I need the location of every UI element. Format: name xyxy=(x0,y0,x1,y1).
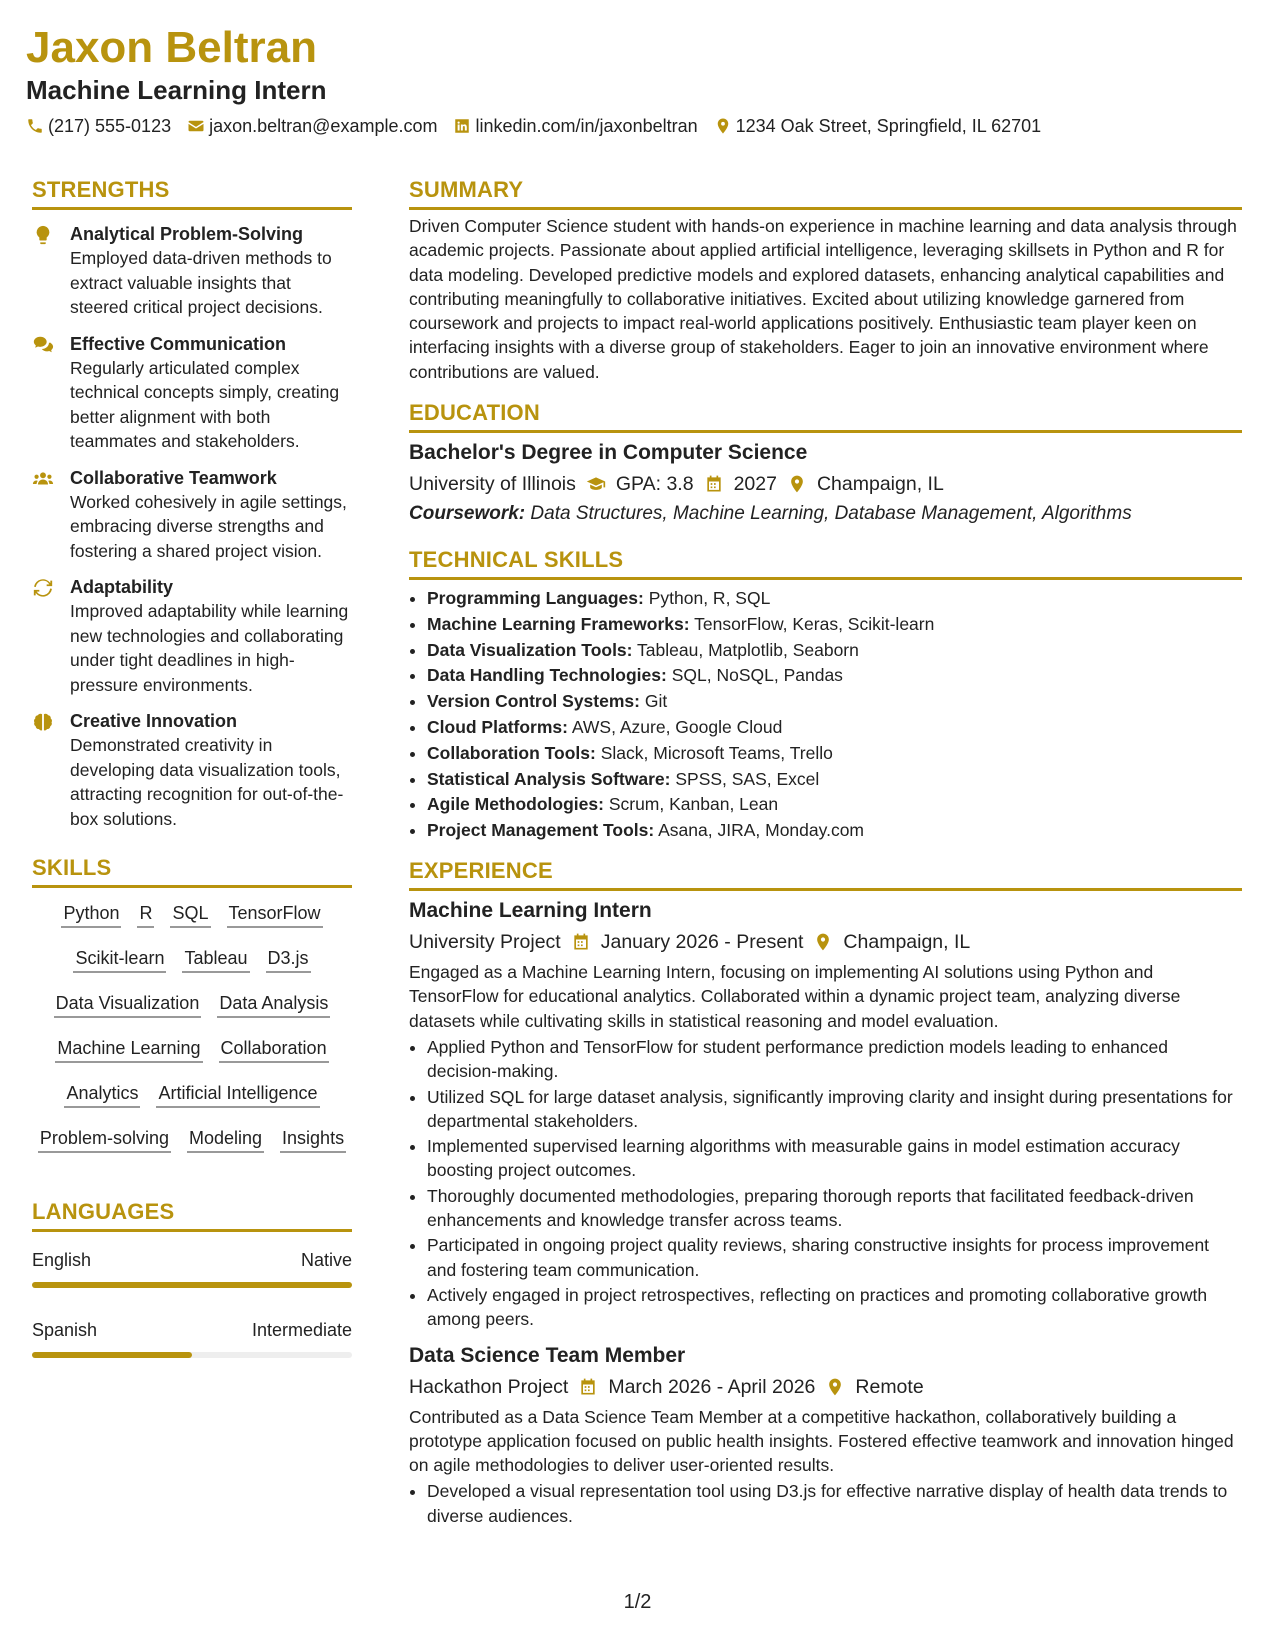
phone-icon xyxy=(26,117,44,135)
degree-title: Bachelor's Degree in Computer Science xyxy=(409,441,808,465)
skill-tag: R xyxy=(137,902,154,928)
strength-description: Demonstrated creativity in developing data visualization tools, attracting recognition for out-of-the-box solutions. xyxy=(70,735,344,829)
skill-tag: Modeling xyxy=(187,1127,264,1153)
contact-address xyxy=(714,114,1042,138)
job-description: Contributed as a Data Science Team Member at a competitive hackathon, collaboratively building a prototype application focused on public health insights. Fostered effective teamwork and innovation hinged on agile methodologies to deliver user-oriented results. xyxy=(409,1406,1234,1476)
skill-value: SPSS, SAS, Excel xyxy=(675,768,820,789)
calendar-icon xyxy=(578,1377,598,1397)
school-location: Champaign, IL xyxy=(816,473,944,496)
contact-email-text: jaxon.beltran@example.com xyxy=(209,116,438,136)
skill-tag: Data Visualization xyxy=(54,992,202,1018)
skill-value: Git xyxy=(644,691,668,712)
job-location: Champaign, IL xyxy=(843,931,971,954)
strength-item xyxy=(32,332,352,454)
job-title: Data Science Team Member xyxy=(409,1343,686,1367)
list-item: • Participated in ongoing project quality reviews, sharing constructive insights for process improvement and fostering team communication. xyxy=(427,1233,1242,1282)
skill-value: AWS, Azure, Google Cloud xyxy=(571,717,783,738)
strength-title: Effective Communication xyxy=(70,333,287,354)
graduation-year: 2027 xyxy=(733,473,777,496)
list-item: • Applied Python and TensorFlow for student performance prediction models leading to enhanced decision-making. xyxy=(427,1035,1242,1084)
skill-label: Data Handling Technologies: xyxy=(427,665,667,686)
skill-value: Asana, JIRA, Monday.com xyxy=(658,820,864,841)
skill-tag: Tableau xyxy=(182,947,249,973)
brain-icon xyxy=(32,711,54,733)
coursework-list: Data Structures, Machine Learning, Database Management, Algorithms xyxy=(530,503,1132,525)
linkedin-icon xyxy=(453,117,471,135)
language-level: Native xyxy=(300,1250,352,1270)
list-item xyxy=(427,638,1242,664)
skill-tag: Machine Learning xyxy=(55,1037,202,1063)
list-item xyxy=(427,586,1242,612)
contact-address-text: 1234 Oak Street, Springfield, IL 62701 xyxy=(735,116,1042,136)
contact-email[interactable] xyxy=(187,114,437,138)
job-org: Hackathon Project xyxy=(409,1375,569,1398)
list-item: • Thoroughly documented methodologies, preparing thorough reports that facilitated feedback-driven enhancements and knowledge transfer across teams. xyxy=(427,1184,1242,1233)
summary-section xyxy=(409,175,1242,384)
list-item: • Actively engaged in project retrospectives, reflecting on practices and promoting collaborative growth among peers. xyxy=(427,1283,1242,1332)
summary-text: Driven Computer Science student with hands-on experience in machine learning and data analysis through academic projects. Passionate about applied artificial intelligence, leveraging skillsets in Python and R for data modeling. Developed predictive models and explored datasets, enhancing analytical capabilities and contributing meaningfully to collaborative initiatives. Excited about utilizing knowledge garnered from coursework and projects to impact real-world applications positively. Enthusiastic team player keen on interfacing insights with a diverse group of stakeholders. Eager to join an innovative environment where contributions are valued. xyxy=(409,216,1237,382)
graduation-cap-icon xyxy=(586,474,606,494)
comments-icon xyxy=(32,334,54,356)
job-dates: March 2026 - April 2026 xyxy=(608,1375,816,1398)
strength-item xyxy=(32,222,352,320)
skill-value: Scrum, Kanban, Lean xyxy=(608,794,779,815)
language-item xyxy=(32,1318,352,1358)
contact-bar xyxy=(26,114,1246,138)
users-icon xyxy=(32,468,54,490)
candidate-role: Machine Learning Intern xyxy=(26,75,327,105)
skill-label: Agile Methodologies: xyxy=(427,794,604,815)
strengths-section xyxy=(32,175,352,831)
job-entry xyxy=(409,897,1242,1331)
resume-header xyxy=(26,22,1246,138)
list-item xyxy=(427,767,1242,793)
skills-section xyxy=(32,853,352,1153)
strengths-title: STRENGTHS xyxy=(32,175,352,210)
language-item xyxy=(32,1248,352,1288)
skill-value: TensorFlow, Keras, Scikit-learn xyxy=(694,613,935,634)
skill-tag: TensorFlow xyxy=(227,902,323,928)
job-bullets xyxy=(409,1035,1242,1332)
skill-label: Data Visualization Tools: xyxy=(427,639,633,660)
list-item xyxy=(427,792,1242,818)
technical-skills-section xyxy=(409,545,1242,844)
language-level: Intermediate xyxy=(251,1320,352,1340)
location-icon xyxy=(787,474,807,494)
education-meta xyxy=(409,470,1242,498)
strength-description: Worked cohesively in agile settings, embracing diverse strengths and fostering a shared project vision. xyxy=(70,491,347,561)
technical-skills-title: TECHNICAL SKILLS xyxy=(409,545,1242,580)
contact-linkedin-text: linkedin.com/in/jaxonbeltran xyxy=(475,116,698,136)
languages-section xyxy=(32,1197,352,1358)
contact-linkedin[interactable] xyxy=(453,114,697,138)
coursework-label: Coursework: xyxy=(409,503,526,525)
candidate-name: Jaxon Beltran xyxy=(26,23,317,72)
languages-title: LANGUAGES xyxy=(32,1197,352,1232)
skill-tag: Python xyxy=(61,902,121,928)
gpa: GPA: 3.8 xyxy=(615,473,694,496)
lightbulb-icon xyxy=(32,224,54,246)
list-item: • Utilized SQL for large dataset analysis, significantly improving clarity and insight during presentations for departmental stakeholders. xyxy=(427,1085,1242,1134)
left-column xyxy=(32,175,352,1358)
job-title: Machine Learning Intern xyxy=(409,899,652,923)
school-name: University of Illinois xyxy=(409,473,576,496)
language-bar-fill xyxy=(32,1282,352,1288)
job-meta xyxy=(409,928,1242,956)
skill-value: Slack, Microsoft Teams, Trello xyxy=(600,742,833,763)
skill-tag: Insights xyxy=(280,1127,346,1153)
list-item xyxy=(427,689,1242,715)
strength-description: Employed data-driven methods to extract valuable insights that steered critical project decisions. xyxy=(70,248,332,317)
skill-label: Statistical Analysis Software: xyxy=(427,768,671,789)
strength-title: Analytical Problem-Solving xyxy=(70,224,304,244)
skill-tag: Collaboration xyxy=(219,1037,329,1063)
technical-skills-list xyxy=(409,586,1242,844)
job-entry xyxy=(409,1342,1242,1528)
skill-label: Cloud Platforms: xyxy=(427,717,568,738)
skill-value: Python, R, SQL xyxy=(648,588,771,609)
page-number: 1/2 xyxy=(623,1591,652,1613)
coursework xyxy=(409,501,1242,527)
language-bar-fill xyxy=(32,1352,192,1358)
strength-title: Collaborative Teamwork xyxy=(70,467,277,488)
language-name: English xyxy=(32,1250,92,1270)
skills-title: SKILLS xyxy=(32,853,352,888)
skill-tags xyxy=(32,888,352,1153)
sync-icon xyxy=(32,577,54,599)
strength-title: Adaptability xyxy=(70,577,174,597)
skill-label: Machine Learning Frameworks: xyxy=(427,613,690,634)
list-item xyxy=(427,818,1242,844)
language-bar xyxy=(32,1282,352,1288)
calendar-icon xyxy=(571,932,591,952)
job-meta xyxy=(409,1373,1242,1401)
list-item: • Developed a visual representation tool using D3.js for effective narrative display of health data trends to diverse audiences. xyxy=(427,1479,1242,1528)
calendar-icon xyxy=(704,474,724,494)
skill-tag: D3.js xyxy=(266,947,311,973)
language-name: Spanish xyxy=(32,1320,98,1340)
strength-title: Creative Innovation xyxy=(70,711,238,731)
strength-item xyxy=(32,709,352,831)
skill-tag: Problem-solving xyxy=(38,1127,171,1153)
skill-tag: Artificial Intelligence xyxy=(156,1082,319,1108)
job-bullets xyxy=(409,1479,1242,1528)
strength-description: Improved adaptability while learning new technologies and collaborating under tight deadlines in high-pressure environments. xyxy=(70,601,349,695)
job-org: University Project xyxy=(409,931,561,954)
strength-item xyxy=(32,466,352,564)
skill-value: SQL, NoSQL, Pandas xyxy=(671,665,843,686)
experience-section xyxy=(409,856,1242,1528)
contact-phone-text: (217) 555-0123 xyxy=(48,116,172,136)
skill-label: Collaboration Tools: xyxy=(427,742,596,763)
list-item xyxy=(427,715,1242,741)
location-icon xyxy=(813,932,833,952)
skill-tag: Data Analysis xyxy=(217,992,330,1018)
location-icon xyxy=(825,1377,845,1397)
education-title: EDUCATION xyxy=(409,398,1242,433)
strength-description: Regularly articulated complex technical concepts simply, creating better alignment with both teammates and stakeholders. xyxy=(70,357,340,451)
skill-label: Programming Languages: xyxy=(427,588,644,609)
skill-label: Project Management Tools: xyxy=(427,820,655,841)
skill-tag: SQL xyxy=(170,902,210,928)
experience-title: EXPERIENCE xyxy=(409,856,1242,891)
skill-label: Version Control Systems: xyxy=(427,691,640,712)
language-bar xyxy=(32,1352,352,1358)
strength-item xyxy=(32,575,352,697)
location-icon xyxy=(714,117,732,135)
right-column xyxy=(409,175,1242,1529)
list-item: • Implemented supervised learning algorithms with measurable gains in model estimation accuracy boosting project outcomes. xyxy=(427,1134,1242,1183)
email-icon xyxy=(187,117,205,135)
education-section xyxy=(409,398,1242,527)
list-item xyxy=(427,612,1242,638)
skill-tag: Analytics xyxy=(64,1082,140,1108)
summary-title: SUMMARY xyxy=(409,175,1242,210)
contact-phone xyxy=(26,114,171,138)
job-description: Engaged as a Machine Learning Intern, focusing on implementing AI solutions using Python and TensorFlow for educational analytics. Collaborated within a dynamic project team, analyzing diverse datasets while cultivating skills in statistical reasoning and model evaluation. xyxy=(409,962,1181,1031)
job-dates: January 2026 - Present xyxy=(600,931,804,954)
list-item xyxy=(427,663,1242,689)
list-item xyxy=(427,741,1242,767)
skill-value: Tableau, Matplotlib, Seaborn xyxy=(637,639,859,660)
job-location: Remote xyxy=(855,1375,924,1398)
skill-tag: Scikit-learn xyxy=(73,947,166,973)
